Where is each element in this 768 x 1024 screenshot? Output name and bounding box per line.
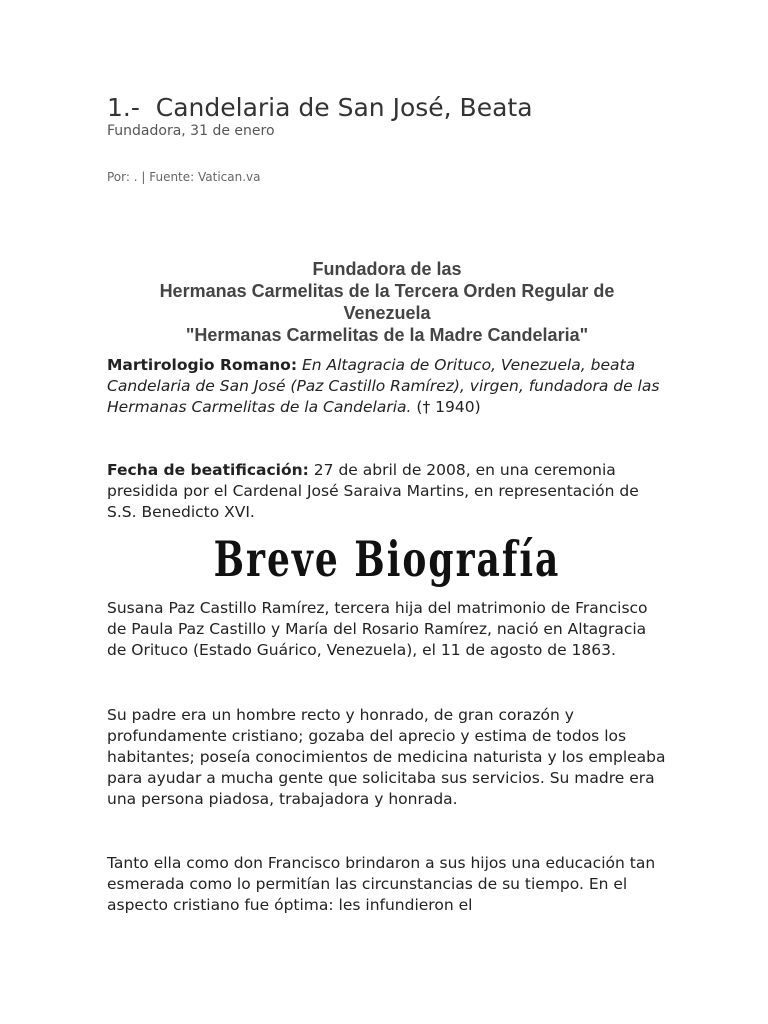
biography-paragraph-2 — [107, 705, 667, 810]
byline: Por: . | Fuente: Vatican.va — [107, 170, 261, 184]
martirologio-paragraph — [107, 355, 667, 418]
heading-line-4: "Hermanas Carmelitas de la Madre Candelaria" — [185, 325, 589, 345]
biography-text-1: Susana Paz Castillo Ramírez, tercera hija del matrimonio de Francisco de Paula Paz Castillo y María del Rosario Ramírez, nació en Altagracia de Orituco (Estado Guárico, Venezuela), el 11 de agosto de 1863. — [107, 599, 648, 659]
martirologio-label: Martirologio Romano: — [107, 356, 298, 374]
martirologio-text: En Altagracia de Orituco, Venezuela, beata Candelaria de San José (Paz Castillo Ramírez), virgen, fundadora de las Hermanas Carmelitas de la Candelaria. — [107, 356, 660, 416]
breve-biografia-text: Breve Biografía — [213, 531, 561, 589]
breve-biografia-heading — [107, 520, 667, 601]
beatificacion-label: Fecha de beatificación: — [107, 461, 309, 479]
martirologio-death: († 1940) — [411, 398, 481, 416]
heading-line-1: Fundadora de las — [312, 259, 462, 279]
biography-text-3: Tanto ella como don Francisco brindaron a sus hijos una educación tan esmerada como lo permitían las circunstancias de su tiempo. En el aspecto cristiano fue óptima: les infundieron el — [107, 854, 656, 914]
biography-text-2: Su padre era un hombre recto y honrado, de gran corazón y profundamente cristiano; gozaba del aprecio y estima de todos los habitantes; poseía conocimientos de medicina naturista y los empleaba para ayudar a mucha gente que solicitaba sus servicios. Su madre era una persona piadosa, trabajadora y honrada. — [107, 706, 666, 808]
page-subtitle: Fundadora, 31 de enero — [107, 123, 275, 139]
heading-line-2: Hermanas Carmelitas de la Tercera Orden Regular de — [159, 281, 615, 301]
page-title: 1.- Candelaria de San José, Beata — [107, 93, 533, 122]
founder-heading — [107, 258, 667, 346]
heading-line-3: Venezuela — [343, 303, 431, 323]
beatificacion-text: 27 de abril de 2008, en una ceremonia presidida por el Cardenal José Saraiva Martins, en representación de S.S. Benedicto XVI. — [107, 461, 639, 521]
biography-paragraph-3 — [107, 853, 667, 916]
biography-paragraph-1 — [107, 598, 667, 661]
beatificacion-paragraph — [107, 460, 667, 523]
